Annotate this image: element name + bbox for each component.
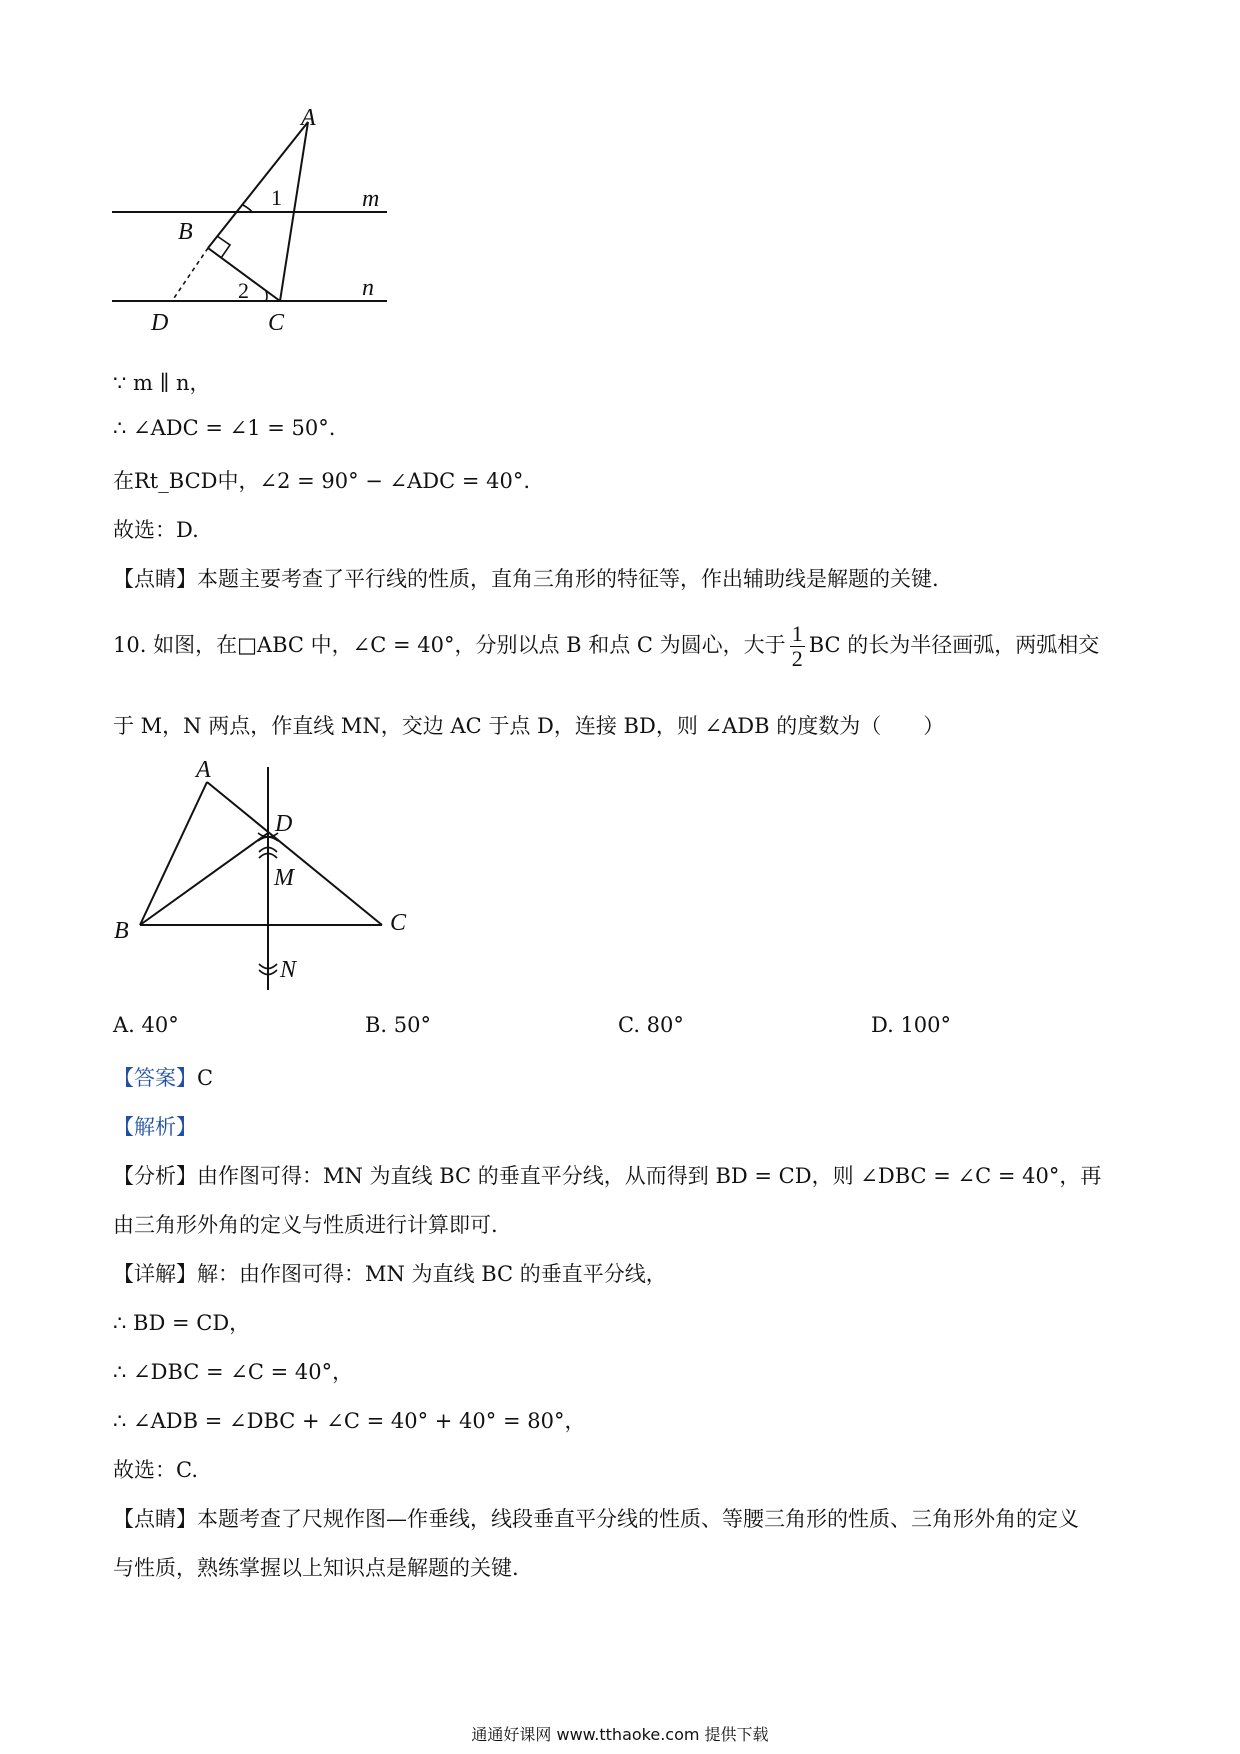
question-10-line-2: 于 M，N 两点，作直线 MN，交边 AC 于点 D，连接 BD，则 ∠ADB 的度数为（ ） — [113, 714, 945, 738]
label-1: 1 — [271, 185, 282, 210]
analysis-fenxi-1: 【分析】由作图可得：MN 为直线 BC 的垂直平分线，从而得到 BD = CD，则 ∠DBC = ∠C = 40°，再 — [113, 1164, 1102, 1188]
label-A: A — [196, 757, 211, 783]
right-angle-mark — [217, 236, 230, 258]
answer-line — [113, 1062, 213, 1092]
label-B: B — [114, 918, 129, 944]
answer-value: C — [197, 1066, 214, 1090]
label-D: D — [275, 811, 293, 837]
fraction-numerator: 1 — [791, 621, 803, 646]
fraction-half — [790, 622, 805, 671]
option-a: A. 40° — [113, 1013, 179, 1037]
solution-line-1: ∵ m ∥ n， — [113, 371, 211, 395]
answer-tag: 【答案】 — [113, 1066, 197, 1090]
analysis-dianjing-2: 与性质，熟练掌握以上知识点是解题的关键. — [113, 1556, 519, 1580]
label-A: A — [301, 105, 316, 131]
question-10-text-post: BC 的长为半径画弧，两弧相交 — [808, 633, 1100, 657]
segment-AB — [140, 782, 207, 925]
figure-parallel-lines — [100, 105, 420, 345]
segment-BD-dashed — [172, 248, 208, 301]
label-N: N — [280, 957, 297, 983]
angle-2-arc — [266, 291, 267, 301]
analysis-tag: 【解析】 — [113, 1115, 197, 1139]
solution-line-4: 故选：D. — [113, 518, 199, 542]
page-footer: 通通好课网 www.tthaoke.com 提供下载 — [471, 1725, 769, 1744]
option-b: B. 50° — [365, 1013, 432, 1037]
question-10-line-1 — [113, 622, 1099, 671]
question-10-text-pre: 10. 如图，在□ABC 中，∠C = 40°，分别以点 B 和点 C 为圆心，大于 — [113, 633, 786, 657]
analysis-fenxi-2: 由三角形外角的定义与性质进行计算即可. — [113, 1213, 498, 1237]
analysis-step-2: ∴ ∠DBC = ∠C = 40°， — [113, 1360, 354, 1384]
label-D: D — [151, 310, 169, 336]
label-M: M — [274, 865, 294, 891]
analysis-xiangjie: 【详解】解：由作图可得：MN 为直线 BC 的垂直平分线， — [113, 1262, 667, 1286]
analysis-step-1: ∴ BD = CD， — [113, 1311, 251, 1335]
analysis-step-3: ∴ ∠ADB = ∠DBC + ∠C = 40° + 40° = 80°， — [113, 1409, 586, 1433]
option-c: C. 80° — [618, 1013, 684, 1037]
segment-AC — [207, 782, 382, 925]
label-C: C — [390, 910, 407, 936]
label-n: n — [362, 275, 374, 301]
label-C: C — [268, 310, 285, 336]
solution-dianjing: 【点睛】本题主要考查了平行线的性质，直角三角形的特征等，作出辅助线是解题的关键. — [113, 567, 939, 591]
solution-line-2: ∴ ∠ADC = ∠1 = 50°. — [113, 416, 336, 440]
solution-line-3: 在Rt_BCD中，∠2 = 90° − ∠ADC = 40°. — [113, 469, 531, 493]
analysis-step-4: 故选：C. — [113, 1458, 198, 1482]
segment-AB — [208, 122, 308, 248]
figure-perpendicular-bisector — [100, 755, 430, 1005]
segment-BD — [140, 833, 268, 925]
label-2: 2 — [238, 278, 249, 303]
label-B: B — [178, 219, 193, 245]
angle-1-arc — [243, 205, 252, 212]
analysis-dianjing-1: 【点睛】本题考查了尺规作图—作垂线，线段垂直平分线的性质、等腰三角形的性质、三角形外角的定义 — [113, 1507, 1079, 1531]
option-d: D. 100° — [871, 1013, 952, 1037]
fraction-denominator: 2 — [791, 646, 803, 671]
label-m: m — [362, 186, 380, 212]
